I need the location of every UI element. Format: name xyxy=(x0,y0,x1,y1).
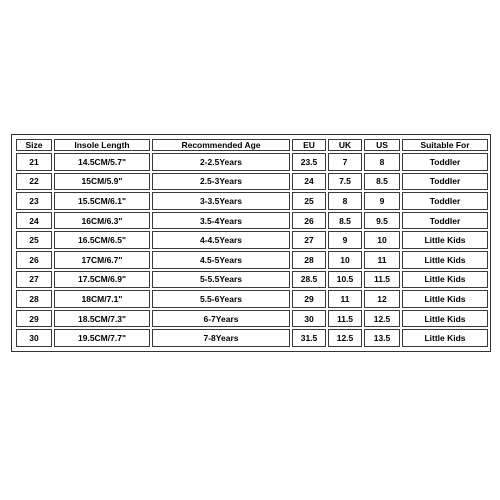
table-row xyxy=(16,310,488,328)
cell-size: 24 xyxy=(16,212,52,230)
cell-insole-length: 15.5CM/6.1" xyxy=(54,192,150,210)
cell-us: 11 xyxy=(364,251,400,269)
cell-eu: 27 xyxy=(292,231,326,249)
cell-recommended-age: 3.5-4Years xyxy=(152,212,290,230)
cell-insole-length: 16.5CM/6.5" xyxy=(54,231,150,249)
cell-eu: 23.5 xyxy=(292,153,326,171)
cell-recommended-age: 5-5.5Years xyxy=(152,271,290,289)
cell-uk: 7.5 xyxy=(328,173,362,191)
cell-us: 11.5 xyxy=(364,271,400,289)
cell-size: 25 xyxy=(16,231,52,249)
cell-insole-length: 18.5CM/7.3" xyxy=(54,310,150,328)
cell-suitable-for: Toddler xyxy=(402,153,488,171)
cell-eu: 30 xyxy=(292,310,326,328)
table-row xyxy=(16,271,488,289)
cell-suitable-for: Toddler xyxy=(402,173,488,191)
cell-uk: 9 xyxy=(328,231,362,249)
cell-insole-length: 15CM/5.9" xyxy=(54,173,150,191)
cell-recommended-age: 3-3.5Years xyxy=(152,192,290,210)
cell-uk: 10.5 xyxy=(328,271,362,289)
cell-size: 21 xyxy=(16,153,52,171)
table-row xyxy=(16,251,488,269)
cell-eu: 31.5 xyxy=(292,329,326,347)
header-suitable-for: Suitable For xyxy=(402,139,488,151)
cell-uk: 12.5 xyxy=(328,329,362,347)
header-us: US xyxy=(364,139,400,151)
cell-eu: 28 xyxy=(292,251,326,269)
table-row xyxy=(16,153,488,171)
cell-eu: 29 xyxy=(292,290,326,308)
cell-suitable-for: Little Kids xyxy=(402,271,488,289)
cell-us: 9.5 xyxy=(364,212,400,230)
cell-recommended-age: 7-8Years xyxy=(152,329,290,347)
cell-insole-length: 18CM/7.1" xyxy=(54,290,150,308)
cell-us: 12 xyxy=(364,290,400,308)
table-row xyxy=(16,231,488,249)
cell-suitable-for: Little Kids xyxy=(402,310,488,328)
table-row xyxy=(16,290,488,308)
cell-size: 27 xyxy=(16,271,52,289)
cell-us: 10 xyxy=(364,231,400,249)
cell-us: 12.5 xyxy=(364,310,400,328)
cell-suitable-for: Little Kids xyxy=(402,290,488,308)
cell-recommended-age: 5.5-6Years xyxy=(152,290,290,308)
cell-us: 8 xyxy=(364,153,400,171)
size-table xyxy=(14,137,490,349)
cell-size: 23 xyxy=(16,192,52,210)
cell-size: 30 xyxy=(16,329,52,347)
header-eu: EU xyxy=(292,139,326,151)
cell-insole-length: 19.5CM/7.7" xyxy=(54,329,150,347)
cell-uk: 11.5 xyxy=(328,310,362,328)
cell-suitable-for: Little Kids xyxy=(402,329,488,347)
header-insole-length: Insole Length xyxy=(54,139,150,151)
cell-insole-length: 17.5CM/6.9" xyxy=(54,271,150,289)
cell-recommended-age: 2-2.5Years xyxy=(152,153,290,171)
table-row xyxy=(16,192,488,210)
cell-recommended-age: 4-4.5Years xyxy=(152,231,290,249)
cell-suitable-for: Little Kids xyxy=(402,251,488,269)
cell-size: 26 xyxy=(16,251,52,269)
cell-suitable-for: Toddler xyxy=(402,212,488,230)
cell-us: 13.5 xyxy=(364,329,400,347)
header-size: Size xyxy=(16,139,52,151)
cell-uk: 8 xyxy=(328,192,362,210)
header-uk: UK xyxy=(328,139,362,151)
table-row xyxy=(16,329,488,347)
cell-size: 28 xyxy=(16,290,52,308)
table-row xyxy=(16,173,488,191)
table-row xyxy=(16,212,488,230)
cell-eu: 26 xyxy=(292,212,326,230)
cell-insole-length: 17CM/6.7" xyxy=(54,251,150,269)
cell-size: 29 xyxy=(16,310,52,328)
cell-eu: 24 xyxy=(292,173,326,191)
cell-us: 8.5 xyxy=(364,173,400,191)
cell-recommended-age: 6-7Years xyxy=(152,310,290,328)
table-header-row xyxy=(16,139,488,151)
cell-insole-length: 14.5CM/5.7" xyxy=(54,153,150,171)
cell-recommended-age: 4.5-5Years xyxy=(152,251,290,269)
cell-uk: 10 xyxy=(328,251,362,269)
cell-uk: 11 xyxy=(328,290,362,308)
cell-suitable-for: Toddler xyxy=(402,192,488,210)
cell-recommended-age: 2.5-3Years xyxy=(152,173,290,191)
cell-insole-length: 16CM/6.3" xyxy=(54,212,150,230)
cell-size: 22 xyxy=(16,173,52,191)
cell-eu: 25 xyxy=(292,192,326,210)
size-chart xyxy=(11,134,491,352)
cell-eu: 28.5 xyxy=(292,271,326,289)
header-recommended-age: Recommended Age xyxy=(152,139,290,151)
cell-us: 9 xyxy=(364,192,400,210)
cell-suitable-for: Little Kids xyxy=(402,231,488,249)
cell-uk: 7 xyxy=(328,153,362,171)
cell-uk: 8.5 xyxy=(328,212,362,230)
